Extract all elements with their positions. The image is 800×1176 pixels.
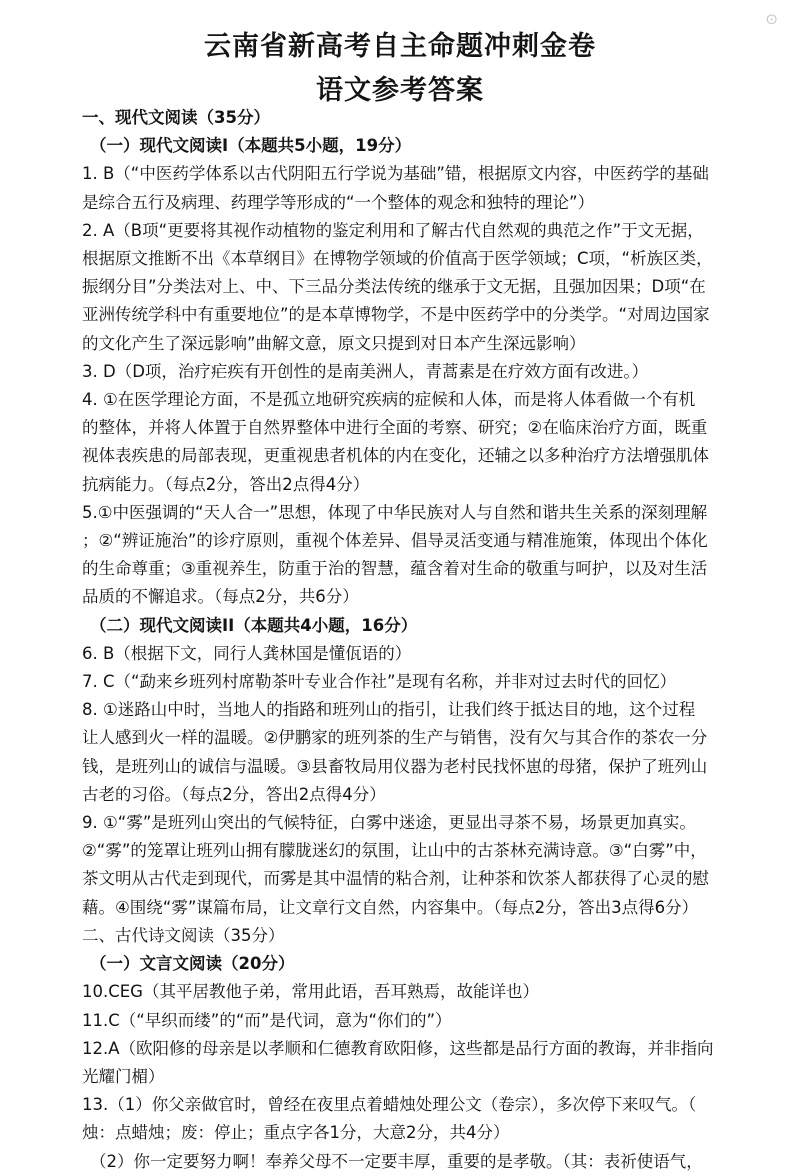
subsection-heading: （二）现代文阅读II（本题共4小题，16分） <box>90 615 418 635</box>
answer-line: 藉。④围绕“雾”谋篇布局，让文章行文自然，内容集中。（每点2分，答出3点得6分） <box>82 897 699 917</box>
answer-line: 3. D（D项，治疗疟疾有开创性的是南美洲人，青蒿素是在疗效方面有改进。） <box>82 361 649 381</box>
subsection-heading: （一）现代文阅读I（本题共5小题，19分） <box>90 136 412 156</box>
answer-line: 1. B（“中医药学体系以古代阴阳五行学说为基础”错，根据原文内容，中医药学的基础 <box>82 164 709 184</box>
subsection-heading: （一）文言文阅读（20分） <box>90 954 295 974</box>
answer-line: 品质的不懈追求。（每点2分，共6分） <box>82 587 359 607</box>
answer-line: 的生命尊重；③重视养生，防重于治的智慧，蕴含着对生命的敬重与呵护，以及对生活 <box>82 559 708 579</box>
answer-line: 9. ①“雾”是班列山突出的气候特征，白雾中迷途，更显出寻茶不易，场景更加真实。 <box>82 813 696 833</box>
answer-line: 13.（1）你父亲做官时，曾经在夜里点着蜡烛处理公文（卷宗），多次停下来叹气。（ <box>82 1095 697 1115</box>
answer-line: 10.CEG（其平居教他子弟，常用此语，吾耳熟焉，故能详也） <box>82 982 539 1002</box>
document-subtitle: 语文参考答案 <box>316 75 484 106</box>
answer-line: 6. B（根据下文，同行人龚林国是懂佤语的） <box>82 643 412 663</box>
section-heading: 二、古代诗文阅读（35分） <box>82 925 285 945</box>
answer-line: 2. A（B项“更要将其视作动植物的鉴定利用和了解古代自然观的典范之作”于文无据， <box>82 220 704 240</box>
answer-line: 的文化产生了深远影响”曲解文意，原文只提到对日本产生深远影响） <box>82 333 586 353</box>
answer-line: 根据原文推断不出《本草纲目》在博物学领域的价值高于医学领域；C项，“析族区类， <box>82 249 713 269</box>
answer-content <box>82 104 774 1176</box>
corner-mark: ⊙ <box>765 10 778 28</box>
answer-line: ②“雾”的笼罩让班列山拥有朦胧迷幻的氛围，让山中的古茶林充满诗意。③“白雾”中， <box>82 841 707 861</box>
document-title: 云南省新高考自主命题冲刺金卷 <box>204 31 596 62</box>
answer-line: 钱，是班列山的诚信与温暖。③县畜牧局用仪器为老村民找怀崽的母猪，保护了班列山 <box>82 756 708 776</box>
answer-line: 是综合五行及病理、药理学等形成的“一个整体的观念和独特的理论”） <box>82 192 595 212</box>
answer-line: 抗病能力。（每点2分，答出2点得4分） <box>82 474 370 494</box>
answer-line: 的整体，并将人体置于自然界整体中进行全面的考察、研究；②在临床治疗方面，既重 <box>82 418 708 438</box>
answer-line: 5.①中医强调的“天人合一”思想，体现了中华民族对人与自然和谐共生关系的深刻理解 <box>82 502 708 522</box>
answer-line: ；②“辨证施治”的诊疗原则，重视个体差异、倡导灵活变通与精准施策，体现出个体化 <box>82 531 708 551</box>
answer-line: 古老的习俗。（每点2分，答出2点得4分） <box>82 784 386 804</box>
answer-line: 让人感到火一样的温暖。②伊鹏家的班列茶的生产与销售，没有欠与其合作的茶农一分 <box>82 728 708 748</box>
answer-line: 4. ①在医学理论方面，不是孤立地研究疾病的症候和人体，而是将人体看做一个有机 <box>82 390 696 410</box>
section-heading: 一、现代文阅读（35分） <box>82 108 270 127</box>
answer-line: 亚洲传统学科中有重要地位”的是本草博物学，不是中医药学中的分类学。“对周边国家 <box>82 305 710 325</box>
answer-line: 8. ①迷路山中时，当地人的指路和班列山的指引，让我们终于抵达目的地，这个过程 <box>82 700 696 720</box>
answer-line: 光耀门楣） <box>82 1066 165 1086</box>
answer-line: 11.C（“早织而缕”的“而”是代词，意为“你们的”） <box>82 1010 452 1030</box>
answer-line: 振纲分目”分类法对上、中、下三品分类法传统的继承于文无据，且强加因果；D项“在 <box>82 277 706 297</box>
answer-line: 视体表疾患的局部表现，更重视患者机体的内在变化，还辅之以多种治疗方法增强肌体 <box>82 446 709 466</box>
answer-line: 12.A（欧阳修的母亲是以孝顺和仁德教育欧阳修，这些都是品行方面的教诲，并非指向 <box>82 1038 714 1058</box>
answer-line: 茶文明从古代走到现代，而雾是其中温情的粘合剂，让种茶和饮茶人都获得了心灵的慰 <box>82 869 709 889</box>
answer-line: （2）你一定要努力啊！奉养父母不一定要丰厚，重要的是孝敬。（其：表祈使语气， <box>90 1151 703 1171</box>
answer-line: 7. C（“勐来乡班列村席勒茶叶专业合作社”是现有名称，并非对过去时代的回忆） <box>82 672 677 692</box>
answer-line: 烛：点蜡烛；废：停止；重点字各1分，大意2分，共4分） <box>82 1123 510 1143</box>
